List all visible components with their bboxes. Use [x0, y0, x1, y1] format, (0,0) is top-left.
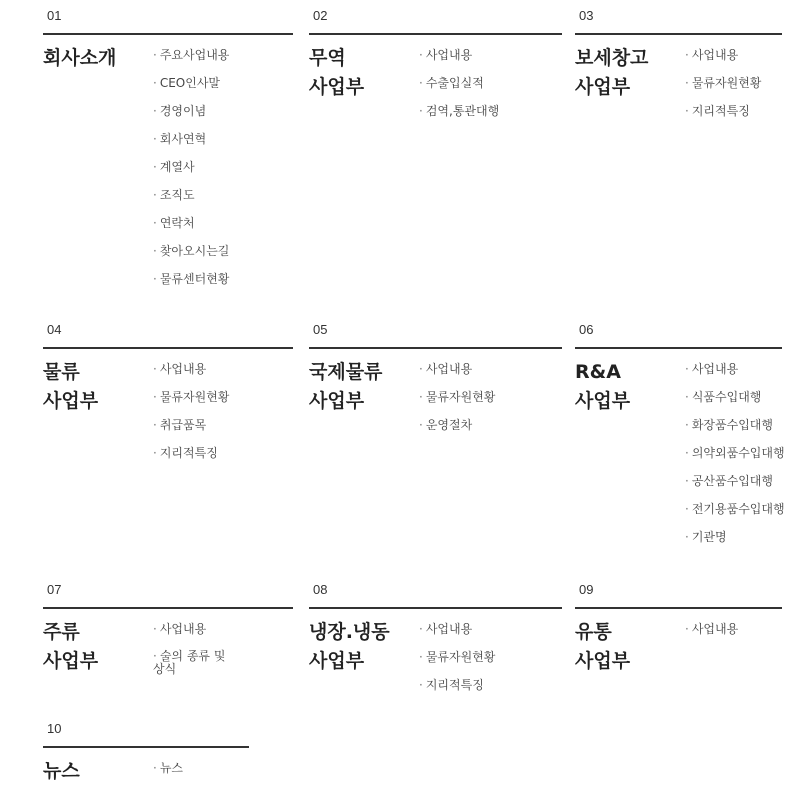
- menu-item[interactable]: · 식품수입대행: [685, 390, 762, 404]
- menu-item[interactable]: · 술의 종류 및 상식: [153, 649, 226, 676]
- menu-item[interactable]: · 사업내용: [419, 362, 473, 376]
- section-number: 04: [47, 322, 62, 337]
- section-title[interactable]: 뉴스: [43, 760, 80, 782]
- section-number: 01: [47, 8, 62, 23]
- section-menu: [153, 761, 183, 789]
- section-number: 09: [579, 582, 594, 597]
- section-divider: [309, 607, 562, 609]
- section-title[interactable]: 주류 사업부: [43, 621, 99, 672]
- section-menu: [153, 48, 229, 300]
- section-menu: [685, 362, 785, 558]
- section-title[interactable]: 보세창고 사업부: [575, 47, 649, 98]
- section-title[interactable]: 물류 사업부: [43, 361, 99, 412]
- menu-item[interactable]: · 계열사: [153, 160, 195, 174]
- menu-item[interactable]: · 운영절차: [419, 418, 473, 432]
- section-menu: [153, 622, 233, 690]
- menu-item[interactable]: · 기관명: [685, 530, 727, 544]
- menu-item[interactable]: · 사업내용: [685, 48, 739, 62]
- section-title[interactable]: R&A 사업부: [575, 361, 631, 412]
- menu-item[interactable]: · 연락처: [153, 216, 195, 230]
- section-number: 07: [47, 582, 62, 597]
- menu-item[interactable]: · 물류자원현황: [685, 76, 762, 90]
- menu-item[interactable]: · 물류센터현황: [153, 272, 230, 286]
- menu-item[interactable]: · 사업내용: [685, 622, 739, 636]
- menu-item[interactable]: · 물류자원현황: [153, 390, 230, 404]
- section-menu: [153, 362, 229, 474]
- section-divider: [43, 746, 249, 748]
- section-number: 10: [47, 721, 62, 736]
- menu-item[interactable]: · 공산품수입대행: [685, 474, 773, 488]
- section-title[interactable]: 회사소개: [43, 47, 117, 69]
- section-divider: [575, 607, 782, 609]
- section-menu: [685, 622, 738, 650]
- menu-item[interactable]: · 사업내용: [153, 362, 207, 376]
- section-number: 06: [579, 322, 594, 337]
- menu-item[interactable]: · 사업내용: [419, 622, 473, 636]
- menu-item[interactable]: · 주요사업내용: [153, 48, 230, 62]
- section-menu: [685, 48, 761, 132]
- section-title[interactable]: 냉장.냉동 사업부: [309, 621, 390, 672]
- menu-item[interactable]: · 사업내용: [419, 48, 473, 62]
- menu-item[interactable]: · 지리적특징: [685, 104, 750, 118]
- section-divider: [575, 33, 782, 35]
- section-divider: [309, 347, 562, 349]
- menu-item[interactable]: · 사업내용: [685, 362, 739, 376]
- section-menu: [419, 362, 495, 446]
- menu-item[interactable]: · 물류자원현황: [419, 390, 496, 404]
- section-menu: [419, 48, 499, 132]
- menu-item[interactable]: · 사업내용: [153, 622, 207, 636]
- section-menu: [419, 622, 495, 706]
- menu-item[interactable]: · 수출입실적: [419, 76, 484, 90]
- section-divider: [575, 347, 782, 349]
- menu-item[interactable]: · 회사연혁: [153, 132, 207, 146]
- menu-item[interactable]: · 물류자원현황: [419, 650, 496, 664]
- section-title[interactable]: 무역 사업부: [309, 47, 365, 98]
- section-title[interactable]: 유통 사업부: [575, 621, 631, 672]
- section-divider: [43, 33, 293, 35]
- menu-item[interactable]: · 조직도: [153, 188, 195, 202]
- section-number: 02: [313, 8, 328, 23]
- section-title[interactable]: 국제물류 사업부: [309, 361, 383, 412]
- menu-item[interactable]: · CEO인사말: [153, 76, 221, 90]
- section-number: 08: [313, 582, 328, 597]
- menu-item[interactable]: · 전기용품수입대행: [685, 502, 785, 516]
- section-divider: [43, 607, 293, 609]
- menu-item[interactable]: · 지리적특징: [153, 446, 218, 460]
- menu-item[interactable]: · 경영이념: [153, 104, 207, 118]
- menu-item[interactable]: · 의약외품수입대행: [685, 446, 785, 460]
- menu-item[interactable]: · 화장품수입대행: [685, 418, 773, 432]
- menu-item[interactable]: · 검역,통관대행: [419, 104, 500, 118]
- menu-item[interactable]: · 취급품목: [153, 418, 207, 432]
- menu-item[interactable]: · 찾아오시는길: [153, 244, 230, 258]
- menu-item[interactable]: · 지리적특징: [419, 678, 484, 692]
- section-divider: [43, 347, 293, 349]
- section-divider: [309, 33, 562, 35]
- section-number: 05: [313, 322, 328, 337]
- menu-item[interactable]: · 뉴스: [153, 761, 184, 775]
- section-number: 03: [579, 8, 594, 23]
